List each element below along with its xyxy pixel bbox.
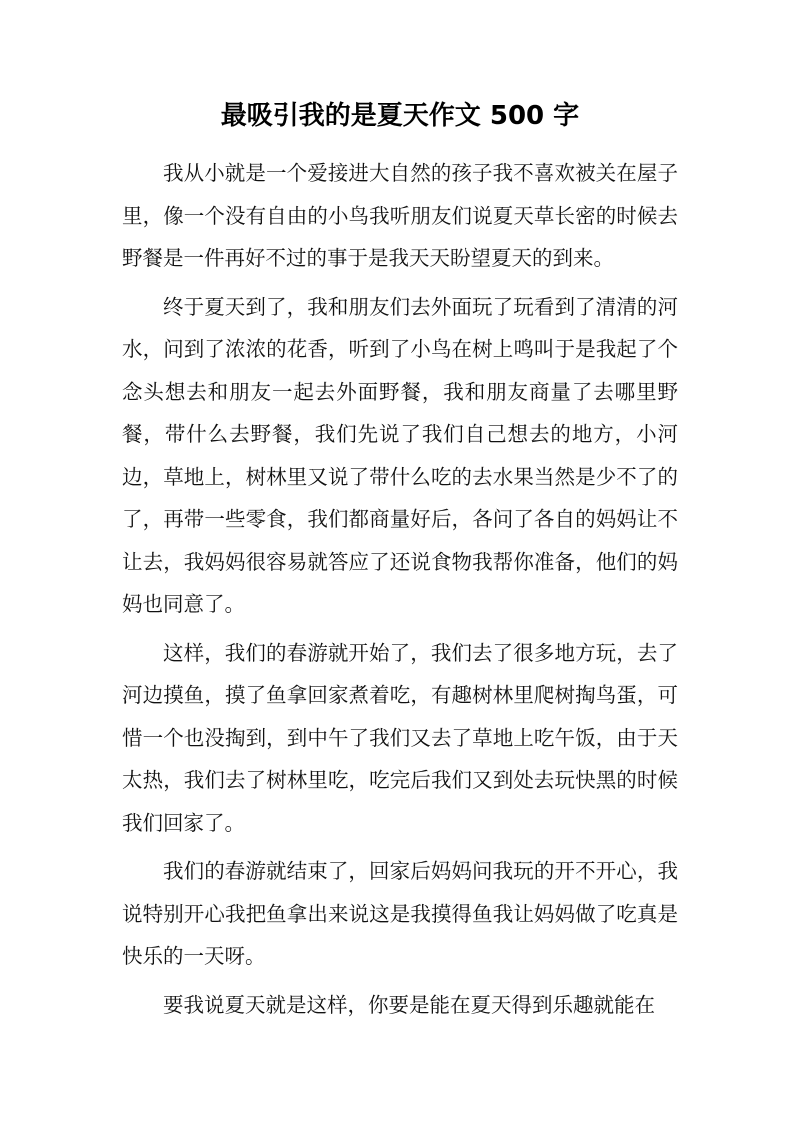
page-title: 最吸引我的是夏天作文 500 字: [220, 101, 580, 131]
essay-body: [122, 152, 678, 1032]
paragraph-4: 我们的春游就结束了，回家后妈妈问我玩的开不开心，我说特别开心我把鱼拿出来说这是我摸得鱼我让妈妈做了吃真是快乐的一天呀。: [122, 859, 678, 968]
paragraph-2: 终于夏天到了，我和朋友们去外面玩了玩看到了清清的河水，问到了浓浓的花香，听到了小鸟在树上鸣叫于是我起了个念头想去和朋友一起去外面野餐，我和朋友商量了去哪里野餐，带什么去野餐，我们先说了我们自己想去的地方，小河边，草地上，树林里又说了带什么吃的去水果当然是少不了的了，再带一些零食，我们都商量好后，各问了各自的妈妈让不让去，我妈妈很容易就答应了还说食物我帮你准备，他们的妈妈也同意了。: [122, 294, 678, 616]
paragraph-3: 这样，我们的春游就开始了，我们去了很多地方玩，去了河边摸鱼，摸了鱼拿回家煮着吃，有趣树林里爬树掏鸟蛋，可惜一个也没掏到，到中午了我们又去了草地上吃午饭，由于天太热，我们去了树林里吃，吃完后我们又到处去玩快黑的时候我们回家了。: [122, 640, 678, 835]
paragraph-1: 我从小就是一个爱接进大自然的孩子我不喜欢被关在屋子里，像一个没有自由的小鸟我听朋友们说夏天草长密的时候去野餐是一件再好不过的事于是我天天盼望夏天的到来。: [122, 161, 678, 270]
paragraph-5: 要我说夏天就是这样，你要是能在夏天得到乐趣就能在: [163, 992, 655, 1017]
